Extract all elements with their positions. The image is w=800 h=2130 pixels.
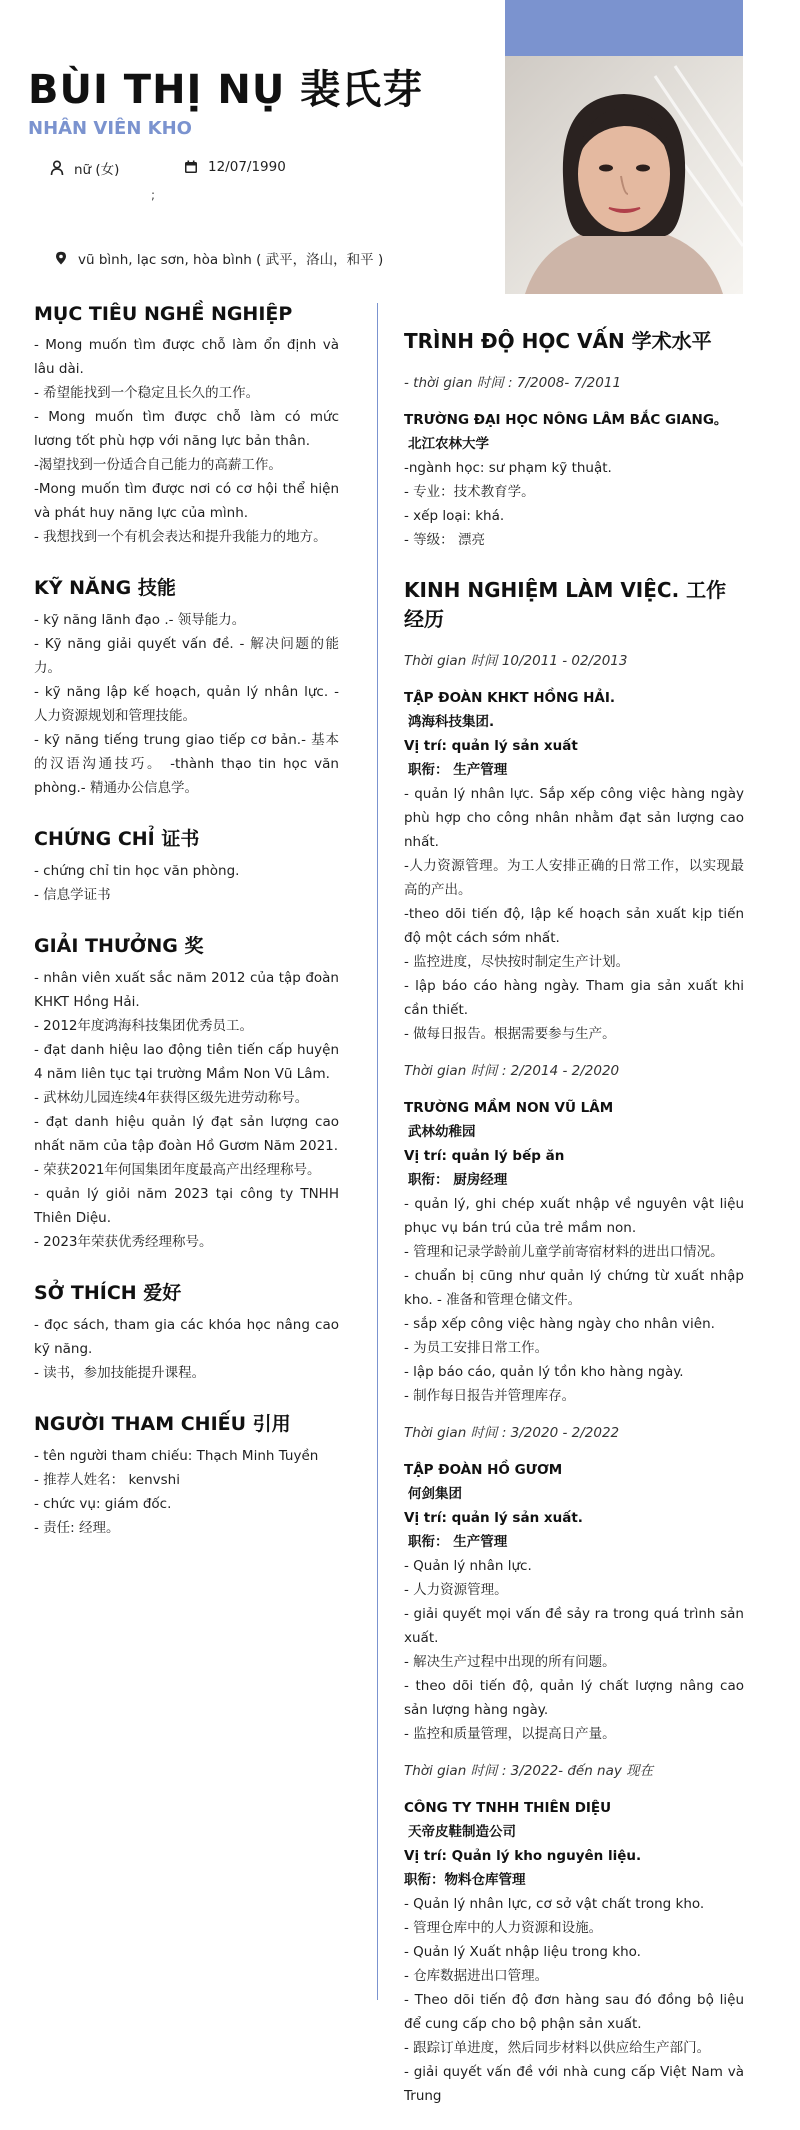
job-duty: - 管理和记录学龄前儿童学前寄宿材料的进出口情况。 [404, 1244, 724, 1260]
job-duty: - chuẩn bị cũng như quản lý chứng từ xuất nhập kho. - 准备和管理仓储文件。 [404, 1268, 744, 1308]
awards-title: GIẢI THƯỞNG 奖 [34, 935, 204, 957]
career-goal-line: -渴望找到一份适合自己能力的高薪工作。 [34, 457, 282, 473]
experience-section [404, 574, 744, 2108]
job-duty: - Quản lý nhân lực, cơ sở vật chất trong kho. [404, 1896, 705, 1912]
reference-line: - chức vụ: giám đốc. [34, 1496, 172, 1512]
job-duty: -人力资源管理。为工人安排正确的日常工作，以实现最高的产出。 [404, 858, 744, 898]
company-name-cn: 鸿海科技集团. [408, 714, 495, 730]
school-name: TRƯỜNG ĐẠI HỌC NÔNG LÂM BẮC GIANG。 [404, 412, 728, 428]
job-position: Vị trí: Quản lý kho nguyên liệu. [404, 1848, 642, 1864]
skill-line: - kỹ năng lãnh đạo .- 领导能力。 [34, 612, 246, 628]
certificate-line: - chứng chỉ tin học văn phòng. [34, 863, 240, 879]
job-position: Vị trí: quản lý bếp ăn [404, 1148, 565, 1164]
skill-line: - kỹ năng lập kế hoạch, quản lý nhân lực. - 人力资源规划和管理技能。 [34, 684, 339, 724]
birthdate-info [182, 158, 286, 176]
job-entry [404, 650, 744, 1046]
job-duty: - 解决生产过程中出现的所有问题。 [404, 1654, 616, 1670]
calendar-icon [182, 158, 200, 176]
company-name: TRƯỜNG MẦM NON VŨ LÂM [404, 1100, 614, 1116]
job-duty: - quản lý nhân lực. Sắp xếp công việc hàng ngày phù hợp cho công nhân nhằm đạt sản lượng cao nhất. [404, 786, 744, 850]
job-duty: - lập báo cáo hàng ngày. Tham gia sản xuất khi cần thiết. [404, 978, 744, 1018]
job-entry [404, 1760, 744, 2108]
profile-photo-image [505, 56, 743, 294]
award-line: - 2023年荣获优秀经理称号。 [34, 1234, 213, 1250]
right-column [404, 325, 744, 2130]
job-position-cn: 职衔： 生产管理 [408, 1534, 508, 1550]
reference-line: - 推荐人姓名： kenvshi [34, 1472, 180, 1488]
job-duty: - 人力资源管理。 [404, 1582, 508, 1598]
career-goal-section [34, 303, 339, 549]
job-entry [404, 1422, 744, 1746]
job-period: Thời gian 时间 : 3/2020 - 2/2022 [404, 1425, 620, 1441]
reference-title: NGƯỜI THAM CHIẾU 引用 [34, 1413, 291, 1435]
company-name-cn: 天帝皮鞋制造公司 [408, 1824, 516, 1840]
school-name-cn: 北江农林大学 [408, 436, 489, 452]
job-title: NHÂN VIÊN KHO [28, 118, 192, 139]
reference-section [34, 1409, 339, 1540]
job-duty: - giải quyết mọi vấn đề sảy ra trong quá trình sản xuất. [404, 1606, 744, 1646]
education-title: TRÌNH ĐỘ HỌC VẤN 学术水平 [404, 329, 712, 353]
job-duty: - 监控和质量管理，以提高日产量。 [404, 1726, 616, 1742]
job-period: Thời gian 时间 : 2/2014 - 2/2020 [404, 1063, 620, 1079]
job-duty: - 监控进度，尽快按时制定生产计划。 [404, 954, 630, 970]
award-line: - 荣获2021年何国集团年度最高产出经理称号。 [34, 1162, 321, 1178]
birthdate-text: 12/07/1990 [208, 159, 286, 175]
separator-mark: ; [151, 188, 156, 202]
career-goal-line: -Mong muốn tìm được nơi có cơ hội thể hiện và phát huy năng lực của mình. [34, 481, 339, 521]
hobby-line: - 读书，参加技能提升课程。 [34, 1365, 206, 1381]
education-line: - 等级： 漂亮 [404, 532, 485, 548]
award-line: - đạt danh hiệu quản lý đạt sản lượng cao nhất năm của tập đoàn Hồ Gươm Năm 2021. [34, 1114, 339, 1154]
job-duty: - theo dõi tiến độ, quản lý chất lượng nâng cao sản lượng hàng ngày. [404, 1678, 744, 1718]
job-duty: - 制作每日报告并管理库存。 [404, 1388, 576, 1404]
skills-title: KỸ NĂNG 技能 [34, 577, 176, 599]
career-goal-title: MỤC TIÊU NGHỀ NGHIỆP [34, 303, 293, 325]
company-name: CÔNG TY TNHH THIÊN DIỆU [404, 1800, 612, 1816]
certificate-line: - 信息学证书 [34, 887, 111, 903]
career-goal-line: - Mong muốn tìm được chỗ làm ổn định và lâu dài. [34, 337, 339, 377]
address-text: vũ bình, lạc sơn, hòa bình ( 武平，洛山，和平 ) [78, 252, 384, 268]
gender-info [48, 158, 119, 178]
job-duty: - 管理仓库中的人力资源和设施。 [404, 1920, 603, 1936]
job-position-cn: 职衔：物料仓库管理 [404, 1872, 526, 1888]
job-position: Vị trí: quản lý sản xuất. [404, 1510, 583, 1526]
job-duty: - lập báo cáo, quản lý tồn kho hàng ngày. [404, 1364, 684, 1380]
award-line: - quản lý giỏi năm 2023 tại công ty TNHH Thiên Diệu. [34, 1186, 339, 1226]
gender-text: nữ (女) [74, 162, 120, 178]
location-pin-icon [52, 249, 70, 267]
hobbies-section [34, 1278, 339, 1385]
job-period: Thời gian 时间 : 3/2022- đến nay 现在 [404, 1763, 654, 1779]
hobbies-title: SỞ THÍCH 爱好 [34, 1282, 182, 1304]
column-divider [377, 303, 378, 2000]
company-name: TẬP ĐOÀN KHKT HỒNG HẢI. [404, 690, 616, 706]
job-duty: - giải quyết vấn đề với nhà cung cấp Việt Nam và Trung [404, 2064, 744, 2104]
job-duty: - Theo dõi tiến độ đơn hàng sau đó đồng bộ liệu để cung cấp cho bộ phận sản xuất. [404, 1992, 744, 2032]
job-duty: - sắp xếp công việc hàng ngày cho nhân viên. [404, 1316, 715, 1332]
job-duty: - Quản lý Xuất nhập liệu trong kho. [404, 1944, 641, 1960]
certificates-title: CHỨNG CHỈ 证书 [34, 828, 200, 850]
job-duty: - Quản lý nhân lực. [404, 1558, 532, 1574]
career-goal-line: - Mong muốn tìm được chỗ làm có mức lương tốt phù hợp với năng lực bản thân. [34, 409, 339, 449]
award-line: - 武林幼儿园连续4年获得区级先进劳动称号。 [34, 1090, 309, 1106]
reference-line: - 责任: 经理。 [34, 1520, 120, 1536]
job-duty: - 仓库数据进出口管理。 [404, 1968, 549, 1984]
skill-line: - kỹ năng tiếng trung giao tiếp cơ bản.- 基本的汉语沟通技巧。 -thành thạo tin học văn phòng.- 精通办公信息学。 [34, 732, 339, 796]
career-goal-line: - 希望能找到一个稳定且长久的工作。 [34, 385, 260, 401]
award-line: - 2012年度鸿海科技集团优秀员工。 [34, 1018, 254, 1034]
job-duty: - 做每日报告。根据需要参与生产。 [404, 1026, 616, 1042]
company-name-cn: 武林幼稚园 [408, 1124, 476, 1140]
job-position-cn: 职衔： 生产管理 [408, 762, 508, 778]
education-line: - xếp loại: khá. [404, 508, 505, 524]
candidate-name: BÙI THỊ NỤ 裴氏芽 [28, 67, 424, 113]
education-line: -ngành học: sư phạm kỹ thuật. [404, 460, 612, 476]
experience-title: KINH NGHIỆM LÀM VIỆC. 工作经历 [404, 578, 727, 631]
company-name-cn: 何剑集团 [408, 1486, 462, 1502]
skills-section [34, 573, 339, 800]
job-duty: - 跟踪订单进度，然后同步材料以供应给生产部门。 [404, 2040, 711, 2056]
job-duty: - quản lý, ghi chép xuất nhập về nguyên vật liệu phục vụ bán trú của trẻ mầm non. [404, 1196, 744, 1236]
left-column [34, 303, 339, 1564]
person-icon [48, 159, 66, 177]
job-entry [404, 1060, 744, 1408]
job-position: Vị trí: quản lý sản xuất [404, 738, 578, 754]
skill-line: - Kỹ năng giải quyết vấn đề. - 解决问题的能力。 [34, 636, 339, 676]
education-period: - thời gian 时间 : 7/2008- 7/2011 [404, 375, 622, 391]
address-info [52, 248, 383, 268]
certificates-section [34, 824, 339, 907]
profile-photo [505, 56, 743, 294]
hobby-line: - đọc sách, tham gia các khóa học nâng cao kỹ năng. [34, 1317, 339, 1357]
job-duty: -theo dõi tiến độ, lập kế hoạch sản xuất kịp tiến độ một cách sớm nhất. [404, 906, 744, 946]
award-line: - đạt danh hiệu lao động tiên tiến cấp huyện 4 năm liên tục tại trường Mầm Non Vũ Lâm. [34, 1042, 339, 1082]
education-section [404, 325, 744, 552]
job-position-cn: 职衔： 厨房经理 [408, 1172, 508, 1188]
company-name: TẬP ĐOÀN HỒ GƯƠM [404, 1462, 563, 1478]
education-line: - 专业：技术教育学。 [404, 484, 535, 500]
reference-line: - tên người tham chiếu: Thạch Minh Tuyền [34, 1448, 319, 1464]
awards-section [34, 931, 339, 1254]
career-goal-line: - 我想找到一个有机会表达和提升我能力的地方。 [34, 529, 327, 545]
award-line: - nhân viên xuất sắc năm 2012 của tập đoàn KHKT Hồng Hải. [34, 970, 339, 1010]
job-period: Thời gian 时间 10/2011 - 02/2013 [404, 653, 628, 669]
job-duty: - 为员工安排日常工作。 [404, 1340, 549, 1356]
